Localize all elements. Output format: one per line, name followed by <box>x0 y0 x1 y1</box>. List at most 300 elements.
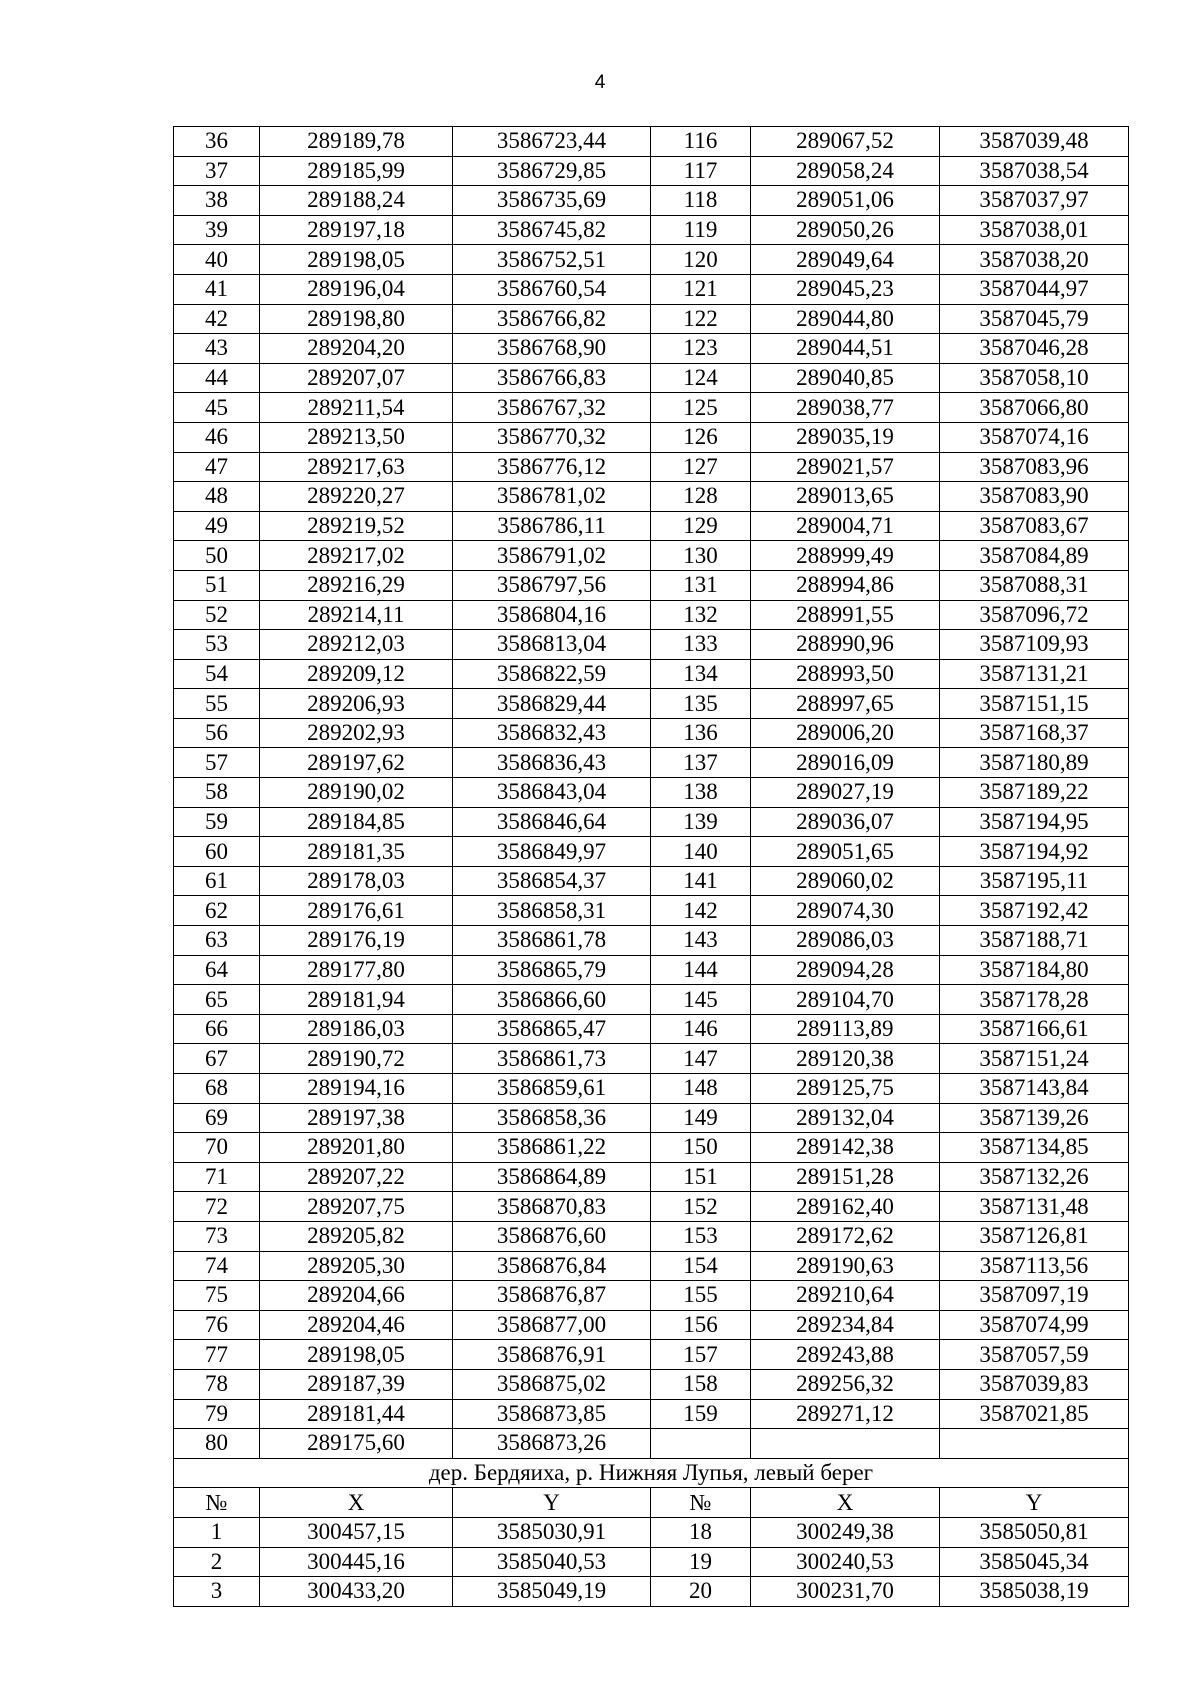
table-row <box>174 304 1129 334</box>
table-row <box>174 1517 1129 1547</box>
table-cell: 3586859,61 <box>453 1074 651 1104</box>
coordinates-table-body <box>174 127 1129 1607</box>
table-cell: 289207,07 <box>260 363 453 393</box>
table-cell: 3586832,43 <box>453 718 651 748</box>
table-cell: 300445,16 <box>260 1547 453 1577</box>
table-cell: 3586735,69 <box>453 186 651 216</box>
table-cell: 2 <box>174 1547 260 1577</box>
table-cell: 3586875,02 <box>453 1369 651 1399</box>
table-cell: 46 <box>174 422 260 452</box>
table-cell: 289210,64 <box>751 1281 940 1311</box>
table-cell: 3586876,84 <box>453 1251 651 1281</box>
table-row <box>174 1074 1129 1104</box>
table-row <box>174 215 1129 245</box>
table-cell: 76 <box>174 1310 260 1340</box>
table-cell: 289190,63 <box>751 1251 940 1281</box>
table-cell: 3586876,60 <box>453 1221 651 1251</box>
table-row <box>174 1281 1129 1311</box>
table-cell: 66 <box>174 1014 260 1044</box>
table-cell: 289198,05 <box>260 1340 453 1370</box>
table-cell: 3587045,79 <box>940 304 1129 334</box>
table-cell: 77 <box>174 1340 260 1370</box>
table-cell: 74 <box>174 1251 260 1281</box>
table-cell: 3587074,99 <box>940 1310 1129 1340</box>
table-cell: 3586729,85 <box>453 156 651 186</box>
table-cell: 38 <box>174 186 260 216</box>
table-cell: 3586770,32 <box>453 422 651 452</box>
table-row <box>174 1251 1129 1281</box>
table-cell: 69 <box>174 1103 260 1133</box>
table-cell: 65 <box>174 985 260 1015</box>
table-cell: 71 <box>174 1162 260 1192</box>
table-cell: 68 <box>174 1074 260 1104</box>
table-cell: 3586768,90 <box>453 334 651 364</box>
table-cell: 3587057,59 <box>940 1340 1129 1370</box>
table-cell: 3587046,28 <box>940 334 1129 364</box>
table-cell: 3586836,43 <box>453 748 651 778</box>
table-row <box>174 1162 1129 1192</box>
table-cell: 3587194,92 <box>940 837 1129 867</box>
table-cell: 289197,62 <box>260 748 453 778</box>
table-row <box>174 570 1129 600</box>
table-cell: 140 <box>651 837 751 867</box>
table-cell: 289172,62 <box>751 1221 940 1251</box>
table-row <box>174 718 1129 748</box>
table-cell: 3586873,85 <box>453 1399 651 1429</box>
table-cell: 300457,15 <box>260 1517 453 1547</box>
table-cell: 3586877,00 <box>453 1310 651 1340</box>
table-cell: 289178,03 <box>260 866 453 896</box>
table-row <box>174 363 1129 393</box>
table-cell: 289217,63 <box>260 452 453 482</box>
table-cell: 3586876,91 <box>453 1340 651 1370</box>
table-cell: 155 <box>651 1281 751 1311</box>
table-cell: 3585050,81 <box>940 1517 1129 1547</box>
table-cell: 3587113,56 <box>940 1251 1129 1281</box>
table-row <box>174 1340 1129 1370</box>
table-cell: 289219,52 <box>260 511 453 541</box>
table-cell: 3586861,22 <box>453 1133 651 1163</box>
table-cell: 123 <box>651 334 751 364</box>
table-cell: 129 <box>651 511 751 541</box>
table-cell: 54 <box>174 659 260 689</box>
table-row <box>174 778 1129 808</box>
table-cell: 289060,02 <box>751 866 940 896</box>
table-cell: 156 <box>651 1310 751 1340</box>
table-cell: 3587074,16 <box>940 422 1129 452</box>
table-cell: 3586813,04 <box>453 630 651 660</box>
table-cell: 143 <box>651 926 751 956</box>
table-cell: 132 <box>651 600 751 630</box>
table-cell: 289049,64 <box>751 245 940 275</box>
table-cell: 55 <box>174 689 260 719</box>
table-cell: 151 <box>651 1162 751 1192</box>
table-cell: 289016,09 <box>751 748 940 778</box>
table-cell: 43 <box>174 334 260 364</box>
table-cell: 289220,27 <box>260 482 453 512</box>
table-cell: 3587131,21 <box>940 659 1129 689</box>
table-cell: 3586865,79 <box>453 955 651 985</box>
table-cell: 52 <box>174 600 260 630</box>
table-cell: 289120,38 <box>751 1044 940 1074</box>
table-cell: 3586822,59 <box>453 659 651 689</box>
table-cell: 289058,24 <box>751 156 940 186</box>
table-cell: 39 <box>174 215 260 245</box>
table-cell: 289040,85 <box>751 363 940 393</box>
table-cell: 289217,02 <box>260 541 453 571</box>
table-cell: 289175,60 <box>260 1429 453 1459</box>
table-cell: 3587178,28 <box>940 985 1129 1015</box>
table-cell: 3587084,89 <box>940 541 1129 571</box>
table-row <box>174 837 1129 867</box>
table-cell: 289104,70 <box>751 985 940 1015</box>
table-row <box>174 452 1129 482</box>
table-row <box>174 1014 1129 1044</box>
table-cell: 289201,80 <box>260 1133 453 1163</box>
table-cell: 289194,16 <box>260 1074 453 1104</box>
table-cell: 289142,38 <box>751 1133 940 1163</box>
table-cell: 3586858,36 <box>453 1103 651 1133</box>
table-cell: 289151,28 <box>751 1162 940 1192</box>
table-cell: 58 <box>174 778 260 808</box>
table-cell: 51 <box>174 570 260 600</box>
table-cell: 289132,04 <box>751 1103 940 1133</box>
table-cell: 48 <box>174 482 260 512</box>
table-cell: 3585045,34 <box>940 1547 1129 1577</box>
table-cell: X <box>260 1488 453 1518</box>
table-cell: 78 <box>174 1369 260 1399</box>
table-cell: 147 <box>651 1044 751 1074</box>
table-cell: 289209,12 <box>260 659 453 689</box>
table-cell: 289045,23 <box>751 274 940 304</box>
table-row <box>174 1044 1129 1074</box>
table-cell: 49 <box>174 511 260 541</box>
table-row <box>174 1369 1129 1399</box>
table-cell: 124 <box>651 363 751 393</box>
table-cell: 3585030,91 <box>453 1517 651 1547</box>
table-row <box>174 511 1129 541</box>
table-cell: 289189,78 <box>260 127 453 157</box>
table-row <box>174 955 1129 985</box>
table-cell: 3586829,44 <box>453 689 651 719</box>
table-row <box>174 1577 1129 1607</box>
table-row <box>174 1133 1129 1163</box>
table-cell: 289256,32 <box>751 1369 940 1399</box>
table-cell: 289004,71 <box>751 511 940 541</box>
table-cell: 3587139,26 <box>940 1103 1129 1133</box>
table-cell: 149 <box>651 1103 751 1133</box>
table-row <box>174 659 1129 689</box>
table-cell: 289050,26 <box>751 215 940 245</box>
table-cell: 1 <box>174 1517 260 1547</box>
table-cell: 3586865,47 <box>453 1014 651 1044</box>
table-cell: 3587134,85 <box>940 1133 1129 1163</box>
table-cell: 289113,89 <box>751 1014 940 1044</box>
table-cell: 134 <box>651 659 751 689</box>
table-cell: 3587083,90 <box>940 482 1129 512</box>
table-row <box>174 541 1129 571</box>
table-cell: 289044,80 <box>751 304 940 334</box>
table-cell: 288994,86 <box>751 570 940 600</box>
table-cell: 120 <box>651 245 751 275</box>
table-cell: 3586876,87 <box>453 1281 651 1311</box>
table-row <box>174 156 1129 186</box>
table-cell: 289188,24 <box>260 186 453 216</box>
table-cell: 289051,06 <box>751 186 940 216</box>
table-cell: 127 <box>651 452 751 482</box>
table-cell: 80 <box>174 1429 260 1459</box>
table-cell: 3587097,19 <box>940 1281 1129 1311</box>
table-cell: 41 <box>174 274 260 304</box>
table-row <box>174 896 1129 926</box>
table-cell: 289216,29 <box>260 570 453 600</box>
table-cell: 289035,19 <box>751 422 940 452</box>
table-cell: 128 <box>651 482 751 512</box>
table-cell: 3587083,67 <box>940 511 1129 541</box>
table-cell: 144 <box>651 955 751 985</box>
table-row <box>174 748 1129 778</box>
table-cell: 61 <box>174 866 260 896</box>
table-header-row <box>174 1488 1129 1518</box>
table-row <box>174 689 1129 719</box>
table-cell: 148 <box>651 1074 751 1104</box>
table-cell: 289207,75 <box>260 1192 453 1222</box>
table-row <box>174 1399 1129 1429</box>
table-cell: 3586861,78 <box>453 926 651 956</box>
table-cell: 289202,93 <box>260 718 453 748</box>
table-cell: 3586752,51 <box>453 245 651 275</box>
table-row <box>174 1547 1129 1577</box>
table-cell: 288999,49 <box>751 541 940 571</box>
table-cell: 118 <box>651 186 751 216</box>
table-cell: 289125,75 <box>751 1074 940 1104</box>
table-cell: 3586849,97 <box>453 837 651 867</box>
table-row <box>174 630 1129 660</box>
table-row <box>174 1103 1129 1133</box>
table-cell: 137 <box>651 748 751 778</box>
table-cell: 3587166,61 <box>940 1014 1129 1044</box>
table-cell: 289243,88 <box>751 1340 940 1370</box>
table-cell: 3587037,97 <box>940 186 1129 216</box>
table-cell: 141 <box>651 866 751 896</box>
table-cell: 289190,02 <box>260 778 453 808</box>
table-cell <box>751 1429 940 1459</box>
table-row <box>174 807 1129 837</box>
table-cell: 3587189,22 <box>940 778 1129 808</box>
table-row <box>174 127 1129 157</box>
table-row <box>174 482 1129 512</box>
table-cell: 289162,40 <box>751 1192 940 1222</box>
table-cell: 289206,93 <box>260 689 453 719</box>
table-cell: 44 <box>174 363 260 393</box>
table-cell: 289184,85 <box>260 807 453 837</box>
table-cell: 3586870,83 <box>453 1192 651 1222</box>
table-cell: 3 <box>174 1577 260 1607</box>
table-cell: 289044,51 <box>751 334 940 364</box>
table-cell: 289067,52 <box>751 127 940 157</box>
table-cell: 3587038,01 <box>940 215 1129 245</box>
table-cell: 3586854,37 <box>453 866 651 896</box>
table-cell: 3586767,32 <box>453 393 651 423</box>
table-cell: 289196,04 <box>260 274 453 304</box>
table-cell: X <box>751 1488 940 1518</box>
table-cell: 63 <box>174 926 260 956</box>
table-cell: 289021,57 <box>751 452 940 482</box>
table-cell: 53 <box>174 630 260 660</box>
table-cell <box>940 1429 1129 1459</box>
table-cell: 3587195,11 <box>940 866 1129 896</box>
table-cell: 289006,20 <box>751 718 940 748</box>
table-cell: 3586776,12 <box>453 452 651 482</box>
table-cell: 289094,28 <box>751 955 940 985</box>
table-row <box>174 393 1129 423</box>
table-cell: 289181,44 <box>260 1399 453 1429</box>
table-cell: 116 <box>651 127 751 157</box>
table-row <box>174 1221 1129 1251</box>
table-cell: 289181,94 <box>260 985 453 1015</box>
table-cell: 3586843,04 <box>453 778 651 808</box>
table-cell: 3586858,31 <box>453 896 651 926</box>
table-cell: 64 <box>174 955 260 985</box>
table-cell: 19 <box>651 1547 751 1577</box>
table-cell: 138 <box>651 778 751 808</box>
table-cell: 59 <box>174 807 260 837</box>
table-cell: 119 <box>651 215 751 245</box>
table-cell: 289204,20 <box>260 334 453 364</box>
table-cell: 289197,38 <box>260 1103 453 1133</box>
table-cell: 133 <box>651 630 751 660</box>
table-row <box>174 1429 1129 1459</box>
table-cell: 117 <box>651 156 751 186</box>
table-cell: 56 <box>174 718 260 748</box>
table-cell: 289204,66 <box>260 1281 453 1311</box>
table-cell: 289013,65 <box>751 482 940 512</box>
table-cell: 18 <box>651 1517 751 1547</box>
table-cell: 289213,50 <box>260 422 453 452</box>
table-cell: 70 <box>174 1133 260 1163</box>
table-cell: 122 <box>651 304 751 334</box>
table-cell: 288997,65 <box>751 689 940 719</box>
table-cell: 3585040,53 <box>453 1547 651 1577</box>
table-cell: 300433,20 <box>260 1577 453 1607</box>
table-cell: 47 <box>174 452 260 482</box>
table-cell: 157 <box>651 1340 751 1370</box>
table-cell: 289198,05 <box>260 245 453 275</box>
table-cell: 289177,80 <box>260 955 453 985</box>
table-cell: 152 <box>651 1192 751 1222</box>
table-cell: 3586760,54 <box>453 274 651 304</box>
table-cell: 3587088,31 <box>940 570 1129 600</box>
table-cell: 289176,19 <box>260 926 453 956</box>
table-cell: 3586791,02 <box>453 541 651 571</box>
table-cell: 300240,53 <box>751 1547 940 1577</box>
table-cell: 289190,72 <box>260 1044 453 1074</box>
table-cell: 3586804,16 <box>453 600 651 630</box>
table-cell: 50 <box>174 541 260 571</box>
table-cell: 3586864,89 <box>453 1162 651 1192</box>
table-cell: 3586781,02 <box>453 482 651 512</box>
table-cell: 159 <box>651 1399 751 1429</box>
table-cell: 136 <box>651 718 751 748</box>
table-cell: 289234,84 <box>751 1310 940 1340</box>
table-cell: 40 <box>174 245 260 275</box>
table-cell: 289211,54 <box>260 393 453 423</box>
table-cell: 57 <box>174 748 260 778</box>
table-cell: 3586846,64 <box>453 807 651 837</box>
table-cell: 289036,07 <box>751 807 940 837</box>
table-cell: 289086,03 <box>751 926 940 956</box>
table-cell: 121 <box>651 274 751 304</box>
table-row <box>174 245 1129 275</box>
table-cell: 3586786,11 <box>453 511 651 541</box>
table-cell: 288990,96 <box>751 630 940 660</box>
table-cell: 3586766,83 <box>453 363 651 393</box>
table-cell: 142 <box>651 896 751 926</box>
table-cell: 72 <box>174 1192 260 1222</box>
table-cell: 60 <box>174 837 260 867</box>
table-cell: 73 <box>174 1221 260 1251</box>
table-cell: 3586723,44 <box>453 127 651 157</box>
table-cell: 3586745,82 <box>453 215 651 245</box>
coordinates-table <box>173 126 1129 1607</box>
table-cell: 289212,03 <box>260 630 453 660</box>
table-cell: 3587151,15 <box>940 689 1129 719</box>
table-cell: Y <box>453 1488 651 1518</box>
table-row <box>174 334 1129 364</box>
table-cell: Y <box>940 1488 1129 1518</box>
table-cell: 20 <box>651 1577 751 1607</box>
table-cell: 3587039,83 <box>940 1369 1129 1399</box>
table-cell: 3586873,26 <box>453 1429 651 1459</box>
table-cell: 3587038,20 <box>940 245 1129 275</box>
table-cell: 145 <box>651 985 751 1015</box>
table-cell: 37 <box>174 156 260 186</box>
table-cell: 146 <box>651 1014 751 1044</box>
table-cell: 45 <box>174 393 260 423</box>
section-title-row <box>174 1458 1129 1488</box>
table-cell: 126 <box>651 422 751 452</box>
table-row <box>174 1310 1129 1340</box>
table-cell: 154 <box>651 1251 751 1281</box>
table-row <box>174 926 1129 956</box>
table-cell: 3587021,85 <box>940 1399 1129 1429</box>
table-cell: 300249,38 <box>751 1517 940 1547</box>
table-cell: 3587184,80 <box>940 955 1129 985</box>
table-cell: 288993,50 <box>751 659 940 689</box>
table-cell: 289197,18 <box>260 215 453 245</box>
table-cell: № <box>174 1488 260 1518</box>
table-cell: 289176,61 <box>260 896 453 926</box>
table-row <box>174 866 1129 896</box>
table-cell: 289181,35 <box>260 837 453 867</box>
table-row <box>174 186 1129 216</box>
table-cell: 289074,30 <box>751 896 940 926</box>
table-cell: 3587126,81 <box>940 1221 1129 1251</box>
table-cell: 3586766,82 <box>453 304 651 334</box>
table-cell: 3587151,24 <box>940 1044 1129 1074</box>
table-cell: 289207,22 <box>260 1162 453 1192</box>
table-row <box>174 985 1129 1015</box>
table-cell: 3587194,95 <box>940 807 1129 837</box>
table-cell: 125 <box>651 393 751 423</box>
table-cell: 3587038,54 <box>940 156 1129 186</box>
table-cell: 3586866,60 <box>453 985 651 1015</box>
table-cell: 3585038,19 <box>940 1577 1129 1607</box>
table-cell: 3586797,56 <box>453 570 651 600</box>
table-cell: 288991,55 <box>751 600 940 630</box>
table-cell: 158 <box>651 1369 751 1399</box>
table-cell: 289185,99 <box>260 156 453 186</box>
